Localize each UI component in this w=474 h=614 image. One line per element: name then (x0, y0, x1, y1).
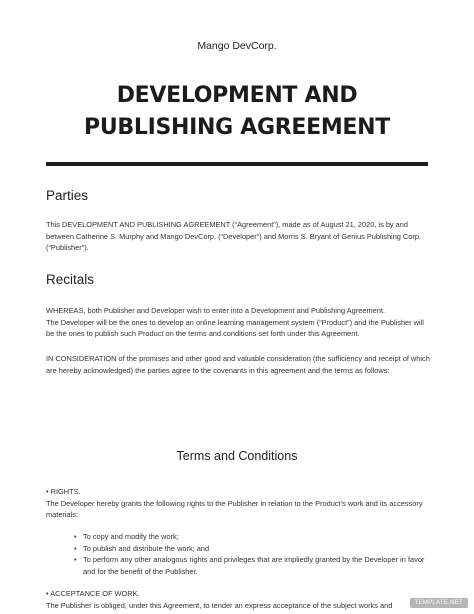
recitals-consideration: IN CONSIDERATION of the promises and other good and valuable consideration (the sufficiency and receipt of which are hereby acknowledged) the parties agree to the covenants in this agreement and the terms as follows: (46, 354, 430, 375)
parties-body: This DEVELOPMENT AND PUBLISHING AGREEMENT (“Agreement”), made as of August 21, 2020, is by and between Catherine S. Murphy and Mango DevCorp. (“Developer”) and Morris S. Bryant of Genius Publishing Corp. (“Publisher”). (46, 220, 422, 253)
parties-heading: Parties (46, 188, 89, 203)
company-name: Mango DevCorp. (197, 40, 277, 52)
watermark-badge: TEMPLATE.NET (410, 598, 469, 608)
terms-heading: Terms and Conditions (176, 449, 298, 463)
title-divider (46, 162, 428, 166)
recitals-line-2: The Developer will be the ones to develop an online learning management system (“Product”) and the Publisher will be the ones to publish such Product on the terms and conditions set forth under this Agreement. (46, 317, 424, 339)
rights-section (46, 486, 430, 521)
recitals-heading: Recitals (46, 272, 95, 287)
acceptance-body: The Publisher is obliged, under this Agreement, to tender an express acceptance of the subject works and (46, 600, 393, 610)
rights-body: The Developer hereby grants the following rights to the Publisher in relation to the Product’s work and its accessory materials: (46, 498, 423, 520)
rights-title: • RIGHTS. (46, 487, 81, 496)
recitals-paragraph-2 (46, 353, 430, 376)
acceptance-title: • ACCEPTANCE OF WORK. (46, 589, 140, 598)
list-item: • To copy and modify the work; (74, 531, 434, 543)
list-item: • To publish and distribute the work; and (74, 543, 434, 555)
acceptance-section (46, 588, 430, 611)
list-item: • To perform any other analogous rights and privileges that are impliedly granted by the Developer in favor and for the benefit of the Publisher. (74, 554, 434, 577)
title-line-2: PUBLISHING AGREEMENT (84, 115, 390, 140)
document-title (0, 80, 474, 144)
recitals-paragraph-1 (46, 305, 430, 340)
title-line-1: DEVELOPMENT AND (116, 83, 358, 108)
rights-list (74, 531, 434, 577)
recitals-line-1: WHEREAS, both Publisher and Developer wish to enter into a Development and Publishing Agreement. (46, 306, 385, 315)
parties-paragraph (46, 219, 430, 254)
